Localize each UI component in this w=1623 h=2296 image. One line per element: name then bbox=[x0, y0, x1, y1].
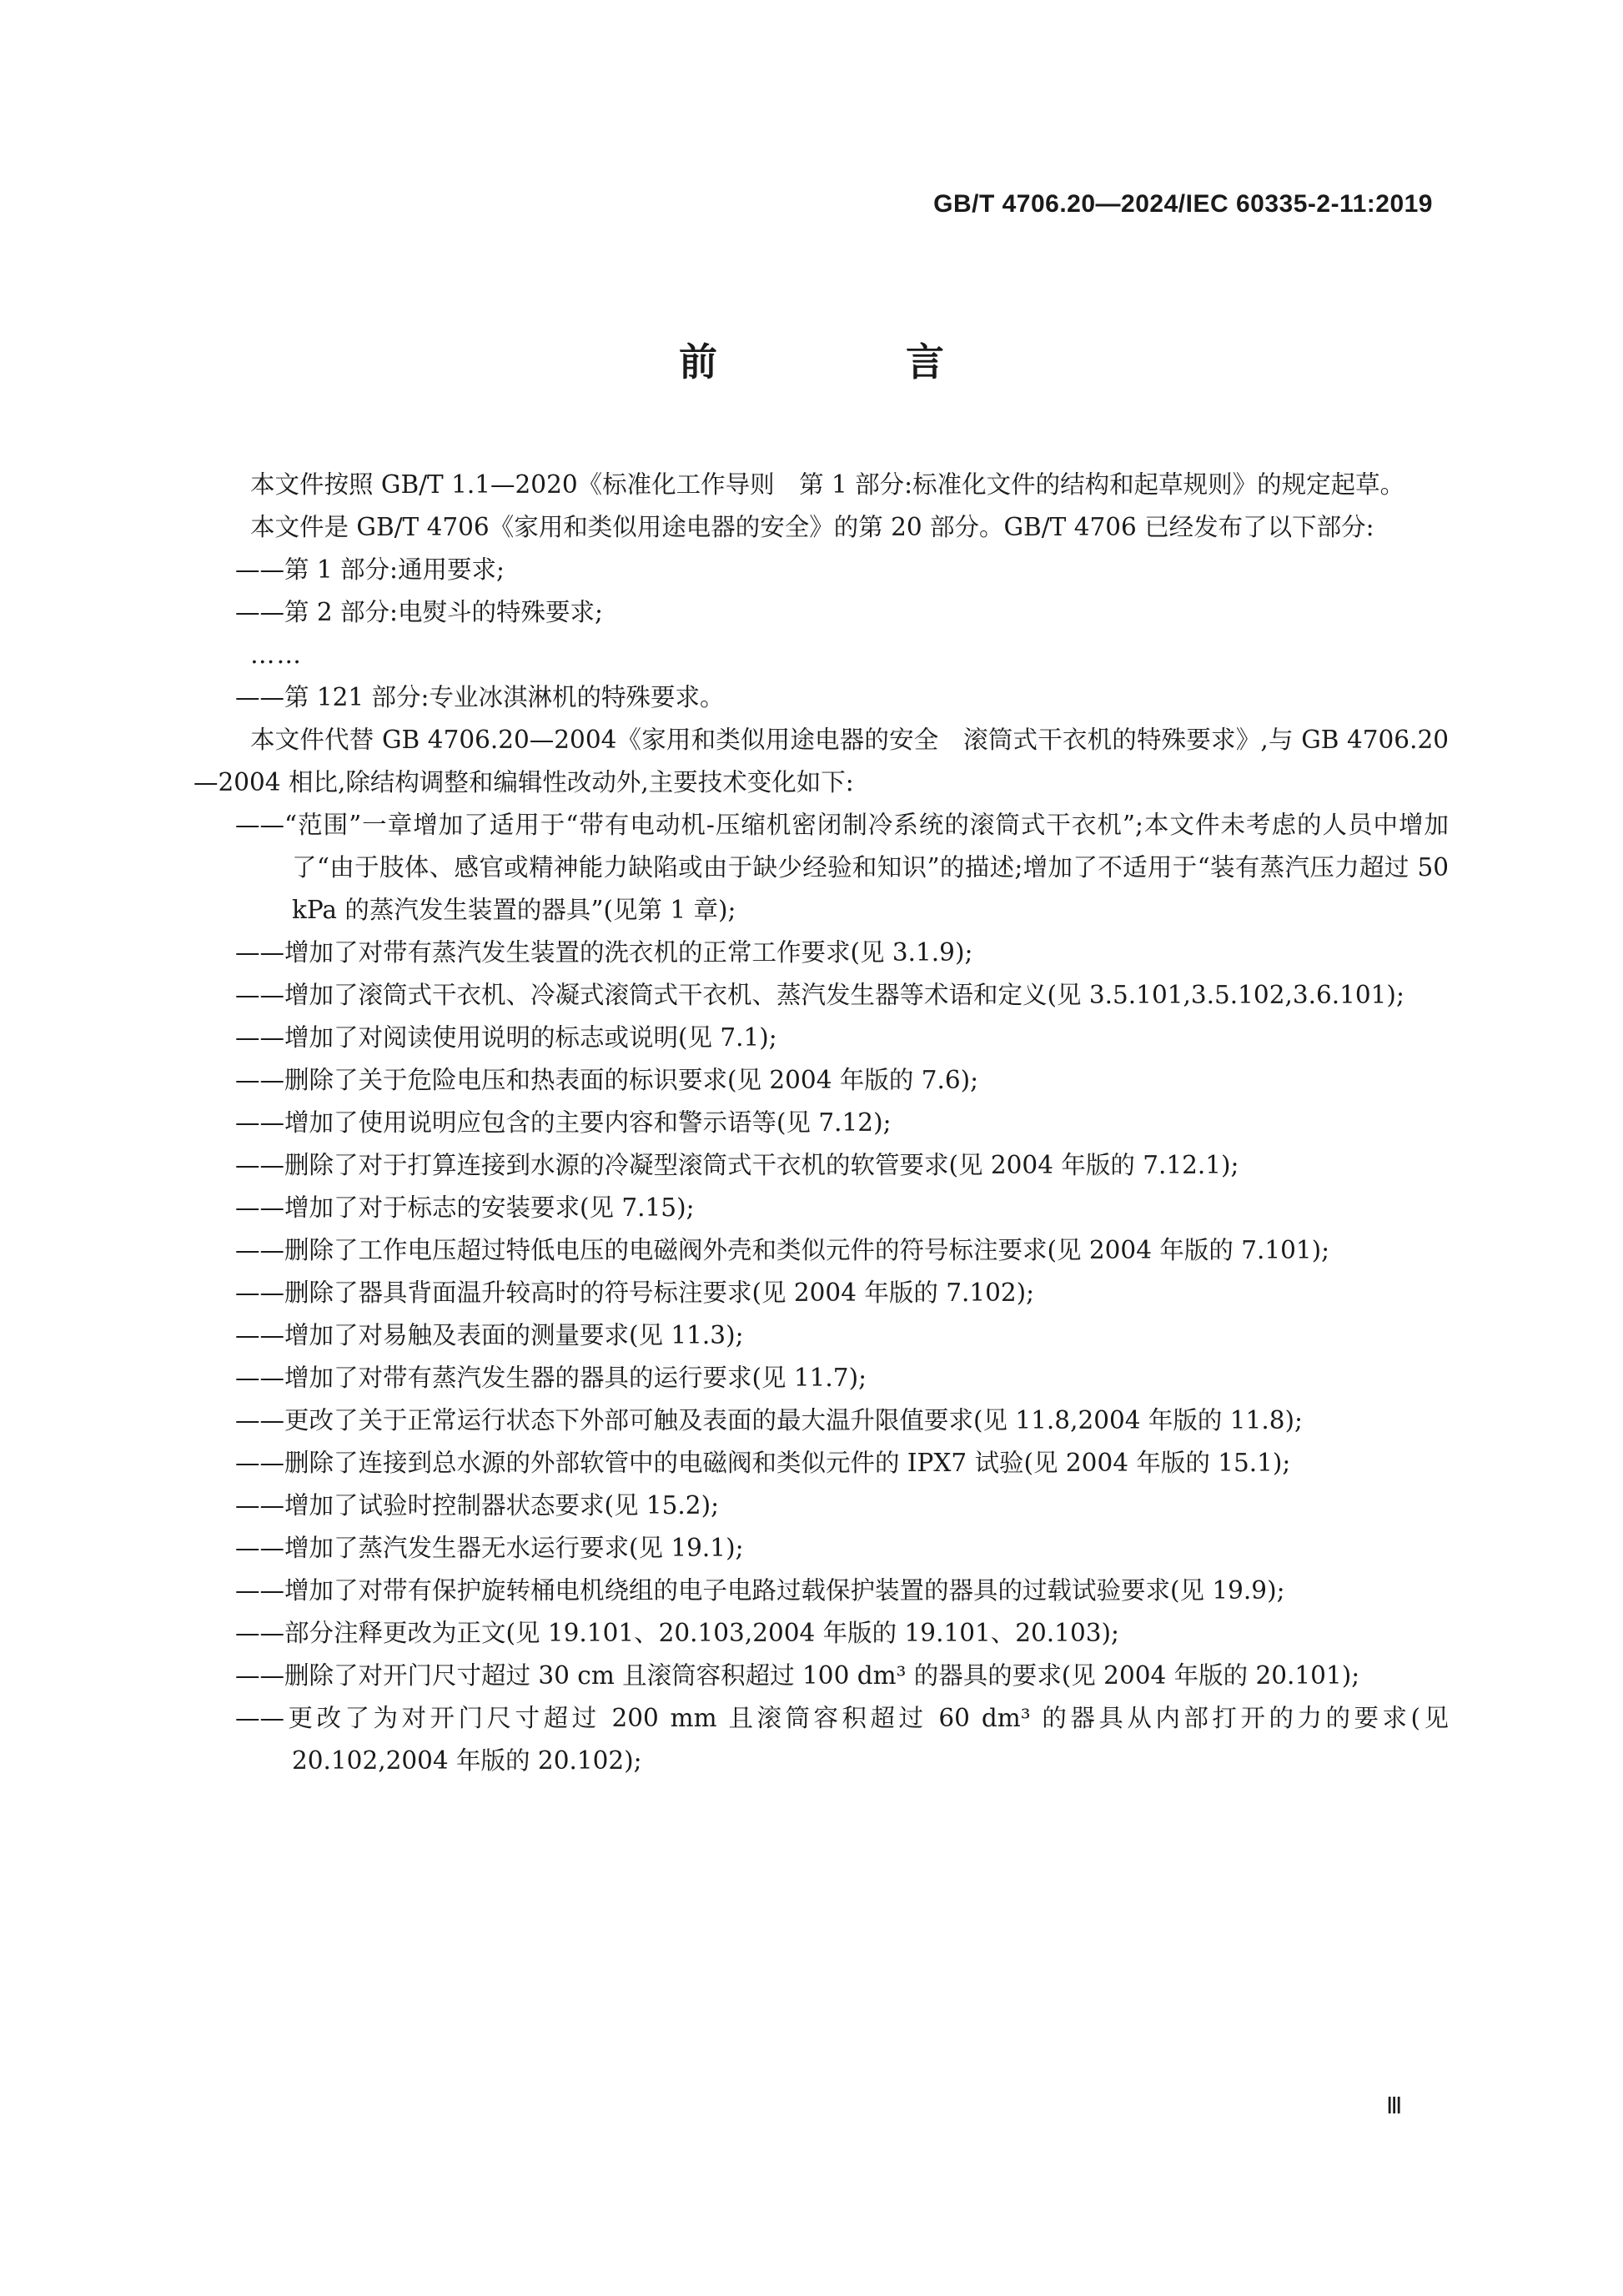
ellipsis: …… bbox=[250, 641, 303, 669]
list-item-change: ——增加了使用说明应包含的主要内容和警示语等(见 7.12); bbox=[235, 1108, 892, 1137]
list-item-change: ——增加了对带有蒸汽发生器的器具的运行要求(见 11.7); bbox=[235, 1364, 867, 1392]
list-item-change: ——删除了器具背面温升较高时的符号标注要求(见 2004 年版的 7.102); bbox=[235, 1279, 1035, 1307]
list-item-change: ——增加了对带有蒸汽发生装置的洗衣机的正常工作要求(见 3.1.9); bbox=[235, 938, 973, 967]
list-item-change: ——增加了对于标志的安装要求(见 7.15); bbox=[235, 1193, 695, 1222]
paragraph-series-info: 本文件是 GB/T 4706《家用和类似用途电器的安全》的第 20 部分。GB/T 4706 已经发布了以下部分: bbox=[250, 513, 1374, 541]
list-item-change: ——删除了对于打算连接到水源的冷凝型滚筒式干衣机的软管要求(见 2004 年版的 7.12.1); bbox=[235, 1151, 1239, 1179]
list-item-change: ——增加了试验时控制器状态要求(见 15.2); bbox=[235, 1491, 720, 1520]
paragraph-replacement-info: 本文件代替 GB 4706.20—2004《家用和类似用途电器的安全 滚筒式干衣机的特殊要求》,与 GB 4706.20—2004 相比,除结构调整和编辑性改动外,主要技术变化如下: bbox=[193, 726, 1449, 796]
standard-code-header: GB/T 4706.20—2024/IEC 60335-2-11:2019 bbox=[933, 190, 1433, 218]
list-item-change: ——删除了关于危险电压和热表面的标识要求(见 2004 年版的 7.6); bbox=[235, 1066, 979, 1094]
list-item-change: ——更改了为对开门尺寸超过 200 mm 且滚筒容积超过 60 dm³ 的器具从内部打开的力的要求(见 20.102,2004 年版的 20.102); bbox=[235, 1704, 1449, 1775]
list-item-change: ——“范围”一章增加了适用于“带有电动机-压缩机密闭制冷系统的滚筒式干衣机”;本文件未考虑的人员中增加了“由于肢体、感官或精神能力缺陷或由于缺少经验和知识”的描述;增加了不适用于“装有蒸汽压力超过 50 kPa 的蒸汽发生装置的器具”(见第 1 章); bbox=[235, 811, 1449, 924]
list-item-change: ——更改了关于正常运行状态下外部可触及表面的最大温升限值要求(见 11.8,2004 年版的 11.8); bbox=[235, 1406, 1303, 1434]
list-item-part: ——第 2 部分:电熨斗的特殊要求; bbox=[235, 598, 603, 626]
page-title: 前 言 bbox=[679, 339, 1019, 384]
list-item-change: ——部分注释更改为正文(见 19.101、20.103,2004 年版的 19.101、20.103); bbox=[235, 1619, 1119, 1647]
list-item-change: ——增加了蒸汽发生器无水运行要求(见 19.1); bbox=[235, 1534, 744, 1562]
list-item-change: ——删除了连接到总水源的外部软管中的电磁阀和类似元件的 IPX7 试验(见 2004 年版的 15.1); bbox=[235, 1449, 1291, 1477]
list-item-change: ——增加了对带有保护旋转桶电机绕组的电子电路过载保护装置的器具的过载试验要求(见 19.9); bbox=[235, 1576, 1285, 1605]
list-item-part: ——第 121 部分:专业冰淇淋机的特殊要求。 bbox=[235, 683, 725, 711]
paragraph-drafting-rules: 本文件按照 GB/T 1.1—2020《标准化工作导则 第 1 部分:标准化文件的结构和起草规则》的规定起草。 bbox=[250, 470, 1405, 499]
foreword-body bbox=[193, 464, 1449, 1782]
page-number: Ⅲ bbox=[1386, 2092, 1403, 2119]
list-item-part: ——第 1 部分:通用要求; bbox=[235, 555, 505, 584]
list-item-change: ——增加了对阅读使用说明的标志或说明(见 7.1); bbox=[235, 1023, 777, 1052]
list-item-change: ——删除了工作电压超过特低电压的电磁阀外壳和类似元件的符号标注要求(见 2004 年版的 7.101); bbox=[235, 1236, 1330, 1264]
list-item-change: ——增加了对易触及表面的测量要求(见 11.3); bbox=[235, 1321, 744, 1349]
list-item-change: ——删除了对开门尺寸超过 30 cm 且滚筒容积超过 100 dm³ 的器具的要求(见 2004 年版的 20.101); bbox=[235, 1661, 1360, 1690]
list-item-change: ——增加了滚筒式干衣机、冷凝式滚筒式干衣机、蒸汽发生器等术语和定义(见 3.5.101,3.5.102,3.6.101); bbox=[235, 981, 1404, 1009]
